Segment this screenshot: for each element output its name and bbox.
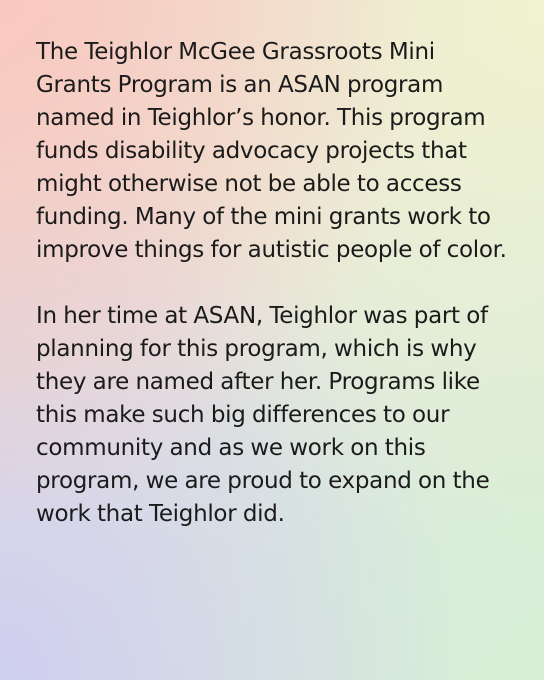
paragraph-teighlor-role: In her time at ASAN, Teighlor was part of planning for this program, which is why they are named after her. Programs like this make such big differences to our community and as we work on this program, we are proud to expand on the work that Teighlor did.	[36, 303, 490, 527]
paragraph-program-description: The Teighlor McGee Grassroots Mini Grants Program is an ASAN program named in Teighlor’s honor. This program funds disability advocacy projects that might otherwise not be able to access funding. Many of the mini grants work to improve things for autistic people of color.	[36, 39, 507, 263]
